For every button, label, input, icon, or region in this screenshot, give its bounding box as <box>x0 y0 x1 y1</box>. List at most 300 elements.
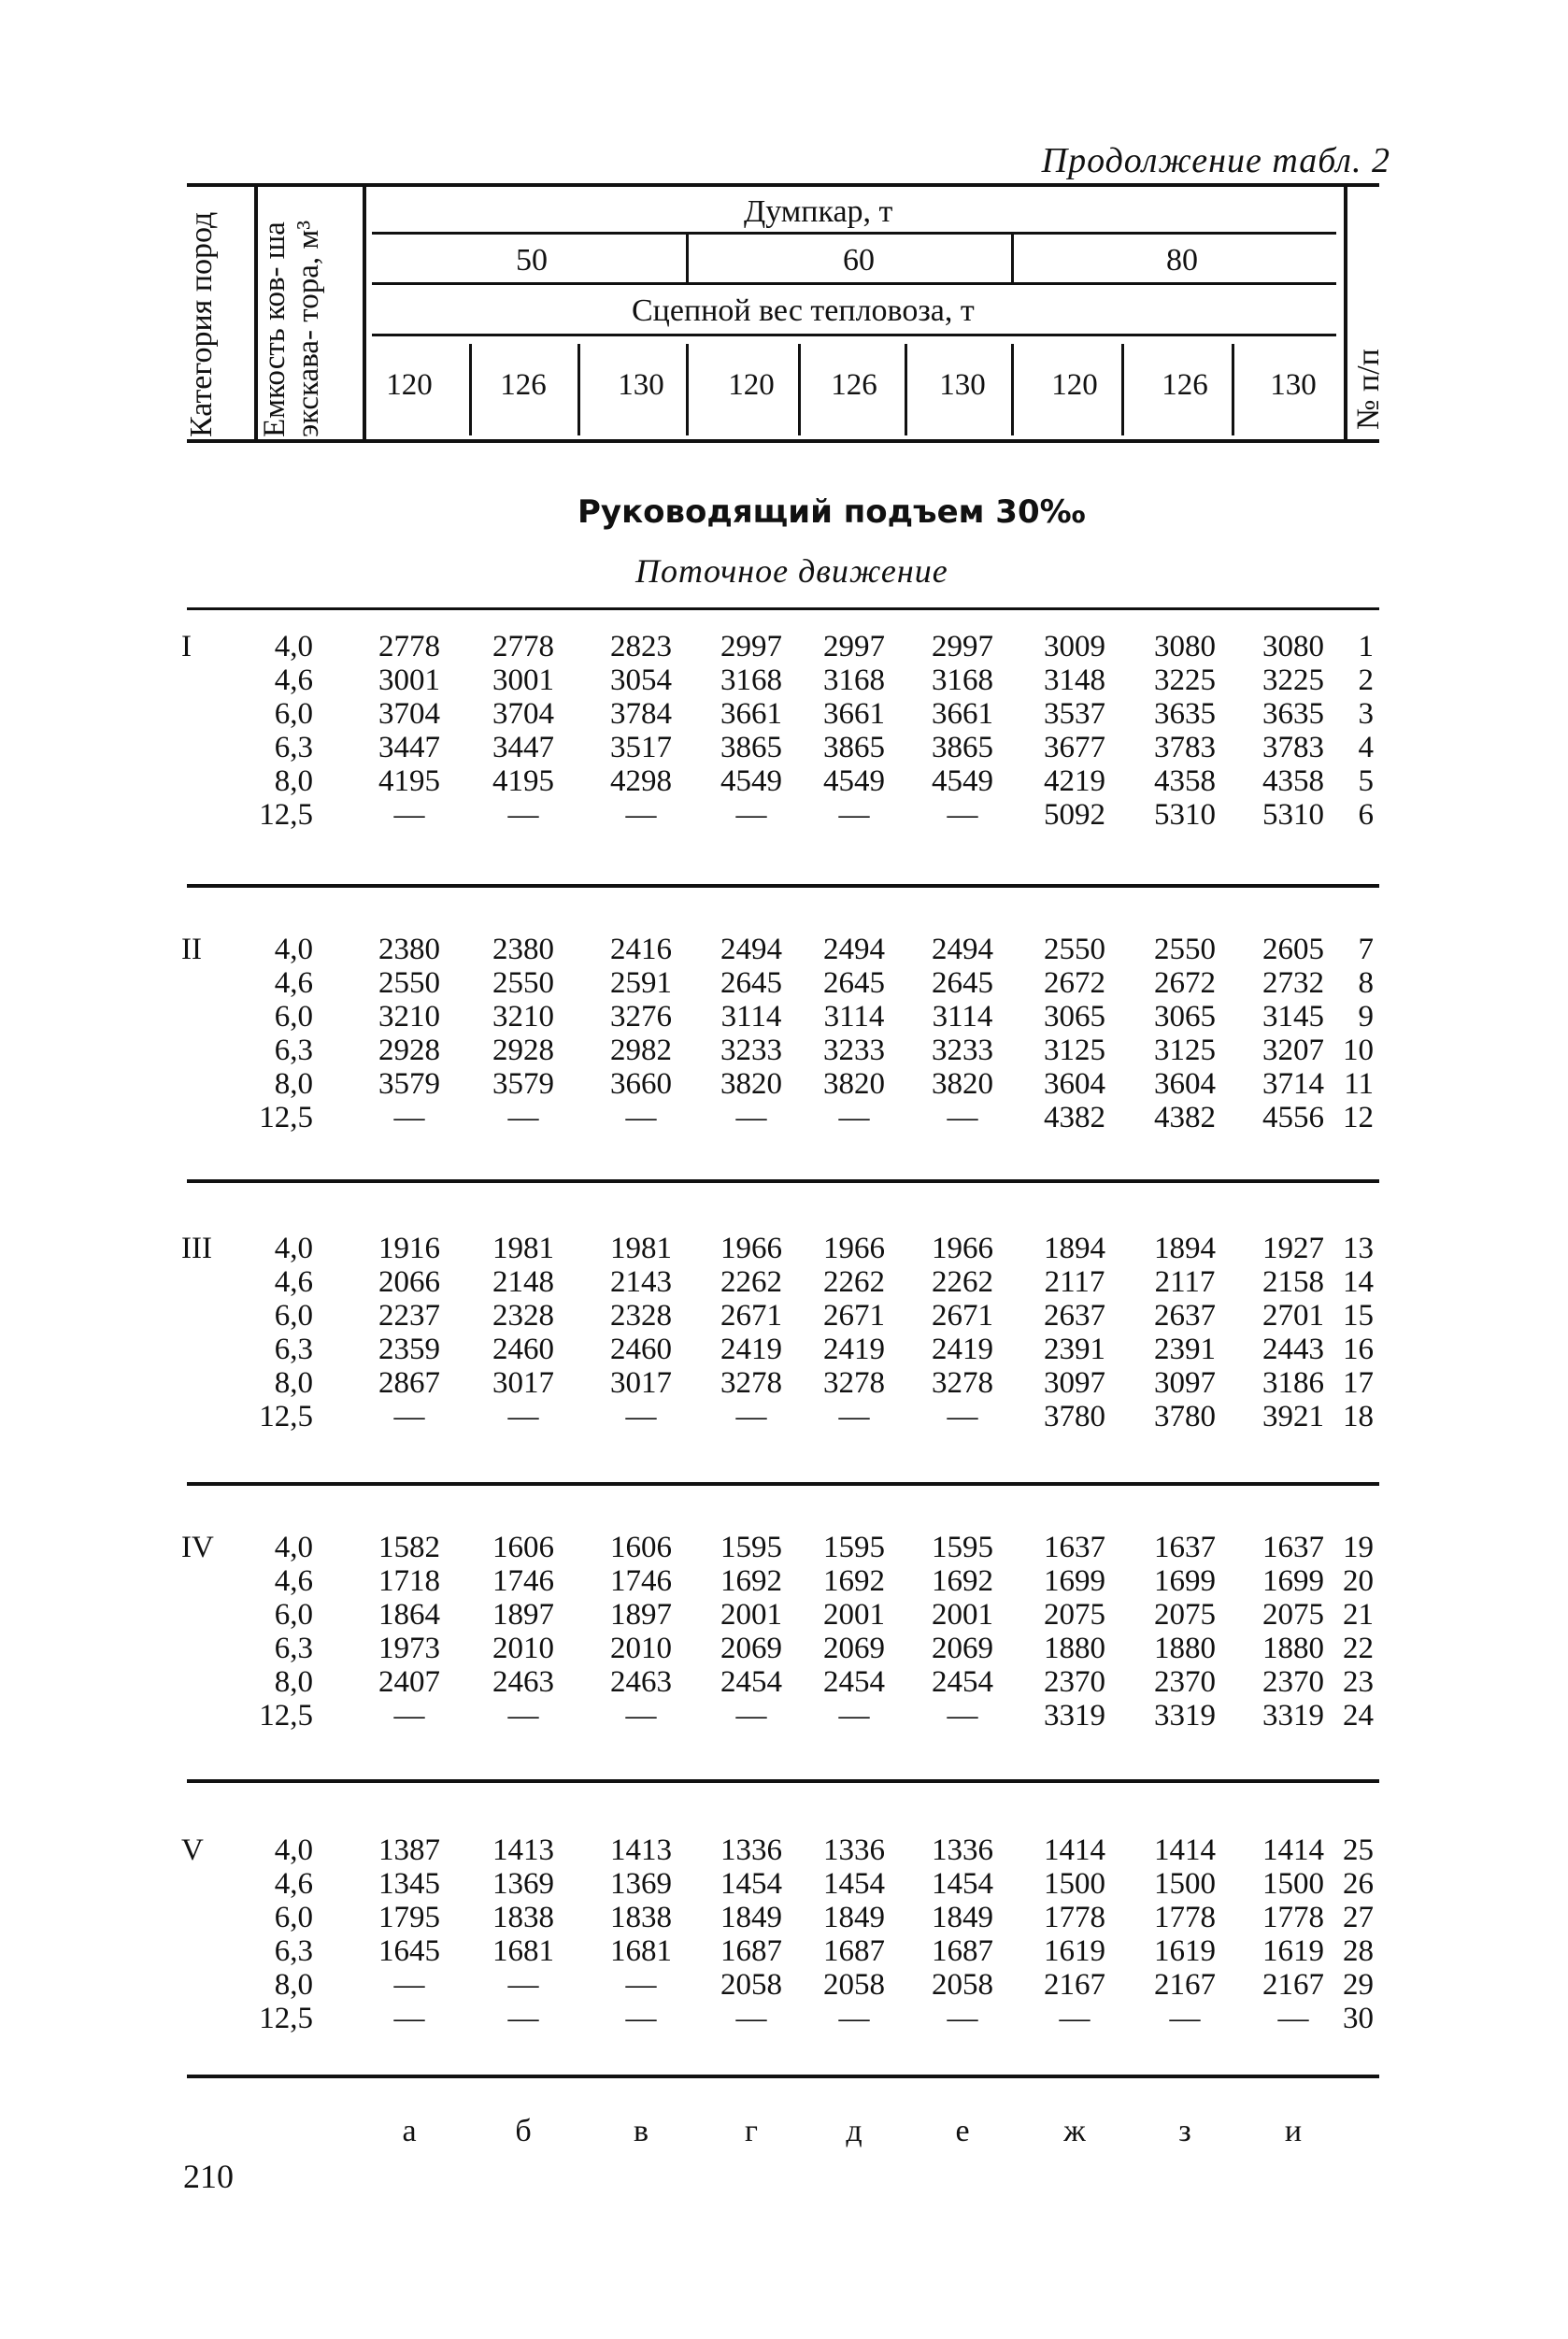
value-cell: 3784 <box>610 697 672 731</box>
value-cell: 1894 <box>1154 1232 1216 1265</box>
value-cell: 2867 <box>378 1366 440 1400</box>
row-number-cell: 16 <box>1343 1333 1374 1366</box>
value-cell: 3704 <box>378 697 440 731</box>
value-cell: — <box>1277 2002 1309 2035</box>
value-cell: 1778 <box>1044 1901 1105 1934</box>
capacity-cell: 12,5 <box>259 1400 313 1433</box>
value-cell: 1414 <box>1262 1833 1324 1867</box>
value-cell: 2370 <box>1262 1665 1324 1699</box>
value-cell: 1778 <box>1262 1901 1324 1934</box>
value-cell: 2671 <box>823 1299 885 1333</box>
row-number-cell: 4 <box>1358 731 1374 764</box>
value-cell: 2075 <box>1154 1598 1216 1632</box>
value-cell: 1849 <box>720 1901 782 1934</box>
value-cell: 3017 <box>610 1366 672 1400</box>
value-cell: 1595 <box>720 1531 782 1564</box>
row-number-cell: 2 <box>1358 663 1374 697</box>
value-cell: 4556 <box>1262 1101 1324 1134</box>
value-cell: 1414 <box>1154 1833 1216 1867</box>
value-cell: 2928 <box>378 1034 440 1067</box>
value-cell: 2380 <box>492 933 554 966</box>
value-cell: 1687 <box>932 1934 993 1968</box>
value-cell: 3225 <box>1262 663 1324 697</box>
value-cell: 2645 <box>823 966 885 1000</box>
value-cell: 3865 <box>720 731 782 764</box>
value-cell: 1595 <box>932 1531 993 1564</box>
value-cell: 2637 <box>1154 1299 1216 1333</box>
group-divider-1 <box>686 234 689 284</box>
value-cell: 1880 <box>1154 1632 1216 1665</box>
value-cell: — <box>625 1400 657 1433</box>
value-cell: — <box>393 798 425 832</box>
capacity-cell: 6,0 <box>274 1598 313 1632</box>
value-cell: — <box>625 798 657 832</box>
value-cell: 3635 <box>1154 697 1216 731</box>
value-cell: — <box>507 1968 539 2002</box>
value-cell: 3017 <box>492 1366 554 1400</box>
value-cell: — <box>507 1699 539 1733</box>
value-cell: 4549 <box>932 764 993 798</box>
row-number-cell: 14 <box>1343 1265 1374 1299</box>
row-number-cell: 10 <box>1343 1034 1374 1067</box>
value-cell: 1500 <box>1262 1867 1324 1901</box>
value-cell: 2237 <box>378 1299 440 1333</box>
value-cell: 1916 <box>378 1232 440 1265</box>
row-number-cell: 29 <box>1343 1968 1374 2002</box>
value-cell: 1699 <box>1044 1564 1105 1598</box>
value-cell: 1336 <box>932 1833 993 1867</box>
capacity-cell: 8,0 <box>274 1067 313 1101</box>
value-cell: 4549 <box>823 764 885 798</box>
value-cell: 1413 <box>610 1833 672 1867</box>
value-cell: 2419 <box>932 1333 993 1366</box>
value-cell: 5310 <box>1262 798 1324 832</box>
dumpcar-group-60: 60 <box>843 243 875 278</box>
value-cell: 2454 <box>932 1665 993 1699</box>
value-cell: 3677 <box>1044 731 1105 764</box>
loco-weight-4: 126 <box>831 368 877 402</box>
value-cell: 2069 <box>720 1632 782 1665</box>
row-number-cell: 22 <box>1343 1632 1374 1665</box>
value-cell: 3168 <box>932 663 993 697</box>
value-cell: 1838 <box>610 1901 672 1934</box>
value-cell: 1699 <box>1154 1564 1216 1598</box>
row-number-cell: 9 <box>1358 1000 1374 1034</box>
header-category: Категория пород <box>184 211 219 437</box>
groups-rule <box>372 282 1336 285</box>
table-caption: Продолжение табл. 2 <box>1041 141 1390 180</box>
value-cell: 3233 <box>823 1034 885 1067</box>
value-cell: 2001 <box>823 1598 885 1632</box>
value-cell: 2167 <box>1154 1968 1216 2002</box>
row-number-cell: 19 <box>1343 1531 1374 1564</box>
value-cell: 2460 <box>610 1333 672 1366</box>
value-cell: 3820 <box>720 1067 782 1101</box>
value-cell: — <box>947 2002 978 2035</box>
value-cell: 1619 <box>1154 1934 1216 1968</box>
value-cell: 2671 <box>720 1299 782 1333</box>
value-cell: 2732 <box>1262 966 1324 1000</box>
value-cell: 3168 <box>720 663 782 697</box>
category-label: IV <box>181 1531 214 1564</box>
value-cell: 2262 <box>720 1265 782 1299</box>
value-cell: — <box>735 2002 767 2035</box>
dumpcar-rule <box>372 232 1336 235</box>
capacity-cell: 6,3 <box>274 731 313 764</box>
capacity-cell: 12,5 <box>259 1101 313 1134</box>
capacity-cell: 4,0 <box>274 1531 313 1564</box>
dumpcar-group-50: 50 <box>516 243 548 278</box>
value-cell: 3210 <box>492 1000 554 1034</box>
row-number-cell: 30 <box>1343 2002 1374 2035</box>
value-cell: 2058 <box>932 1968 993 2002</box>
value-cell: — <box>507 1400 539 1433</box>
value-cell: 1645 <box>378 1934 440 1968</box>
value-cell: — <box>625 1699 657 1733</box>
capacity-cell: 6,3 <box>274 1034 313 1067</box>
row-number-cell: 8 <box>1358 966 1374 1000</box>
capacity-cell: 4,6 <box>274 1265 313 1299</box>
capacity-cell: 4,0 <box>274 630 313 663</box>
capacity-cell: 4,6 <box>274 663 313 697</box>
header-bottom-rule <box>187 439 1379 443</box>
value-cell: 3704 <box>492 697 554 731</box>
value-cell: 2494 <box>720 933 782 966</box>
value-cell: 1692 <box>720 1564 782 1598</box>
value-cell: 2701 <box>1262 1299 1324 1333</box>
value-cell: 1927 <box>1262 1232 1324 1265</box>
value-cell: 3579 <box>492 1067 554 1101</box>
value-cell: 2328 <box>492 1299 554 1333</box>
column-letter: б <box>515 2114 532 2148</box>
value-cell: 2391 <box>1154 1333 1216 1366</box>
value-cell: 2645 <box>932 966 993 1000</box>
capacity-cell: 6,0 <box>274 1000 313 1034</box>
value-cell: — <box>947 1699 978 1733</box>
value-cell: 1414 <box>1044 1833 1105 1867</box>
row-number-cell: 13 <box>1343 1232 1374 1265</box>
column-letter: е <box>955 2114 970 2148</box>
section-rule <box>187 884 1379 888</box>
category-label: V <box>181 1833 204 1867</box>
value-cell: 1692 <box>932 1564 993 1598</box>
value-cell: 2997 <box>720 630 782 663</box>
value-cell: 1981 <box>610 1232 672 1265</box>
value-cell: 1795 <box>378 1901 440 1934</box>
value-cell: — <box>838 1400 870 1433</box>
value-cell: 1838 <box>492 1901 554 1934</box>
value-cell: 1894 <box>1044 1232 1105 1265</box>
value-cell: 2928 <box>492 1034 554 1067</box>
section-rule <box>187 1482 1379 1486</box>
value-cell: 2778 <box>492 630 554 663</box>
value-cell: 3447 <box>492 731 554 764</box>
value-cell: 3125 <box>1044 1034 1105 1067</box>
value-cell: — <box>735 1400 767 1433</box>
value-cell: 1687 <box>720 1934 782 1968</box>
value-cell: — <box>507 2002 539 2035</box>
row-number-cell: 20 <box>1343 1564 1374 1598</box>
row-number-cell: 21 <box>1343 1598 1374 1632</box>
value-cell: 2069 <box>823 1632 885 1665</box>
header-capacity: Емкость ков- ша экскава- тора, м³ <box>258 220 325 437</box>
value-cell: 2010 <box>492 1632 554 1665</box>
value-cell: 1637 <box>1044 1531 1105 1564</box>
value-cell: 1681 <box>610 1934 672 1968</box>
value-cell: 3233 <box>720 1034 782 1067</box>
row-number-cell: 3 <box>1358 697 1374 731</box>
value-cell: 2671 <box>932 1299 993 1333</box>
value-cell: 2982 <box>610 1034 672 1067</box>
value-cell: 1849 <box>823 1901 885 1934</box>
value-cell: 1746 <box>492 1564 554 1598</box>
value-cell: 2058 <box>823 1968 885 2002</box>
value-cell: 4298 <box>610 764 672 798</box>
value-cell: 1981 <box>492 1232 554 1265</box>
value-cell: — <box>393 1400 425 1433</box>
value-cell: 2494 <box>932 933 993 966</box>
value-cell: — <box>393 2002 425 2035</box>
value-cell: 3780 <box>1044 1400 1105 1433</box>
value-cell: — <box>838 798 870 832</box>
value-cell: — <box>393 1101 425 1134</box>
value-cell: 1687 <box>823 1934 885 1968</box>
value-cell: 2550 <box>492 966 554 1000</box>
value-cell: 1849 <box>932 1901 993 1934</box>
value-cell: 3186 <box>1262 1366 1324 1400</box>
value-cell: 1718 <box>378 1564 440 1598</box>
value-cell: 3780 <box>1154 1400 1216 1433</box>
row-number-cell: 7 <box>1358 933 1374 966</box>
value-cell: 3097 <box>1044 1366 1105 1400</box>
loco-weight-7: 126 <box>1162 368 1208 402</box>
value-cell: 1606 <box>610 1531 672 1564</box>
column-letter: а <box>402 2114 417 2148</box>
value-cell: 1692 <box>823 1564 885 1598</box>
value-cell: 3604 <box>1154 1067 1216 1101</box>
column-letter: в <box>633 2114 649 2148</box>
value-cell: 2460 <box>492 1333 554 1366</box>
value-cell: 2997 <box>932 630 993 663</box>
row-number-cell: 26 <box>1343 1867 1374 1901</box>
value-cell: 2494 <box>823 933 885 966</box>
value-cell: 1966 <box>720 1232 782 1265</box>
capacity-cell: 6,0 <box>274 1901 313 1934</box>
value-cell: 2443 <box>1262 1333 1324 1366</box>
value-cell: — <box>625 1101 657 1134</box>
value-cell: 1413 <box>492 1833 554 1867</box>
capacity-cell: 6,0 <box>274 1299 313 1333</box>
value-cell: 2167 <box>1262 1968 1324 2002</box>
capacity-cell: 4,6 <box>274 966 313 1000</box>
value-cell: 1500 <box>1154 1867 1216 1901</box>
capacity-cell: 4,6 <box>274 1867 313 1901</box>
section-subtitle: Поточное движение <box>635 552 948 590</box>
value-cell: 1369 <box>610 1867 672 1901</box>
value-cell: 3579 <box>378 1067 440 1101</box>
value-cell: 4549 <box>720 764 782 798</box>
value-cell: 4358 <box>1262 764 1324 798</box>
value-cell: 3604 <box>1044 1067 1105 1101</box>
section-rule <box>187 607 1379 610</box>
row-number-cell: 11 <box>1344 1067 1374 1101</box>
value-cell: 4219 <box>1044 764 1105 798</box>
value-cell: 2262 <box>823 1265 885 1299</box>
value-cell: 3065 <box>1044 1000 1105 1034</box>
value-cell: 2407 <box>378 1665 440 1699</box>
section-rule <box>187 1779 1379 1783</box>
value-cell: — <box>947 798 978 832</box>
category-label: I <box>181 630 192 663</box>
value-cell: — <box>507 1101 539 1134</box>
value-cell: 3820 <box>932 1067 993 1101</box>
loco-weight-5: 130 <box>939 368 986 402</box>
capacity-cell: 4,0 <box>274 1232 313 1265</box>
value-cell: 3447 <box>378 731 440 764</box>
value-cell: 3660 <box>610 1067 672 1101</box>
capacity-cell: 12,5 <box>259 798 313 832</box>
value-cell: 3319 <box>1154 1699 1216 1733</box>
value-cell: 1778 <box>1154 1901 1216 1934</box>
value-cell: 1637 <box>1154 1531 1216 1564</box>
capacity-cell: 12,5 <box>259 1699 313 1733</box>
value-cell: 1966 <box>932 1232 993 1265</box>
value-cell: 2645 <box>720 966 782 1000</box>
value-cell: — <box>507 798 539 832</box>
value-cell: 3865 <box>932 731 993 764</box>
value-cell: 2605 <box>1262 933 1324 966</box>
value-cell: 1966 <box>823 1232 885 1265</box>
value-cell: 3714 <box>1262 1067 1324 1101</box>
value-cell: 2550 <box>1154 933 1216 966</box>
value-cell: — <box>1059 2002 1090 2035</box>
value-cell: 2148 <box>492 1265 554 1299</box>
value-cell: 5310 <box>1154 798 1216 832</box>
value-cell: 4195 <box>492 764 554 798</box>
value-cell: 1595 <box>823 1531 885 1564</box>
value-cell: 2550 <box>1044 933 1105 966</box>
value-cell: 3080 <box>1262 630 1324 663</box>
value-cell: — <box>625 2002 657 2035</box>
value-cell: 2672 <box>1044 966 1105 1000</box>
value-cell: 2550 <box>378 966 440 1000</box>
row-number-cell: 1 <box>1358 630 1374 663</box>
value-cell: 2454 <box>720 1665 782 1699</box>
capacity-cell: 8,0 <box>274 1968 313 2002</box>
value-cell: 2167 <box>1044 1968 1105 2002</box>
value-cell: 3225 <box>1154 663 1216 697</box>
value-cell: 1336 <box>720 1833 782 1867</box>
value-cell: — <box>735 1101 767 1134</box>
column-letter: з <box>1178 2114 1191 2148</box>
value-cell: 2001 <box>932 1598 993 1632</box>
value-cell: 1699 <box>1262 1564 1324 1598</box>
value-cell: 3319 <box>1262 1699 1324 1733</box>
value-cell: — <box>947 1101 978 1134</box>
capacity-cell: 4,0 <box>274 933 313 966</box>
dumpcar-label: Думпкар, т <box>744 194 893 229</box>
value-cell: 2463 <box>492 1665 554 1699</box>
capacity-cell: 6,3 <box>274 1632 313 1665</box>
value-cell: 2823 <box>610 630 672 663</box>
loco-weight-2: 130 <box>618 368 664 402</box>
value-cell: 2591 <box>610 966 672 1000</box>
value-cell: 2380 <box>378 933 440 966</box>
value-cell: 1864 <box>378 1598 440 1632</box>
loco-weight-1: 126 <box>500 368 547 402</box>
row-number-cell: 15 <box>1343 1299 1374 1333</box>
loco-weight-8: 130 <box>1270 368 1317 402</box>
value-cell: 2637 <box>1044 1299 1105 1333</box>
section-rule <box>187 1179 1379 1183</box>
value-cell: — <box>838 1101 870 1134</box>
loco-rule <box>372 334 1336 336</box>
value-cell: 5092 <box>1044 798 1105 832</box>
loco-weight-6: 120 <box>1051 368 1098 402</box>
value-cell: 2997 <box>823 630 885 663</box>
value-cell: 3210 <box>378 1000 440 1034</box>
value-cell: 1746 <box>610 1564 672 1598</box>
value-cell: 2419 <box>720 1333 782 1366</box>
value-cell: 1387 <box>378 1833 440 1867</box>
value-cell: 4382 <box>1154 1101 1216 1134</box>
value-cell: 2143 <box>610 1265 672 1299</box>
value-cell: 2262 <box>932 1265 993 1299</box>
value-cell: 3009 <box>1044 630 1105 663</box>
value-cell: 3783 <box>1262 731 1324 764</box>
value-cell: 1345 <box>378 1867 440 1901</box>
row-number-cell: 27 <box>1343 1901 1374 1934</box>
value-cell: 3783 <box>1154 731 1216 764</box>
dumpcar-group-80: 80 <box>1166 243 1198 278</box>
value-cell: 3001 <box>378 663 440 697</box>
loco-weight-0: 120 <box>386 368 433 402</box>
value-cell: 3865 <box>823 731 885 764</box>
value-cell: 1880 <box>1262 1632 1324 1665</box>
value-cell: 3080 <box>1154 630 1216 663</box>
value-cell: 2463 <box>610 1665 672 1699</box>
value-cell: 2158 <box>1262 1265 1324 1299</box>
value-cell: 2117 <box>1044 1265 1105 1299</box>
value-cell: 2058 <box>720 1968 782 2002</box>
value-cell: 3097 <box>1154 1366 1216 1400</box>
value-cell: 1619 <box>1044 1934 1105 1968</box>
value-cell: 2391 <box>1044 1333 1105 1366</box>
value-cell: 1619 <box>1262 1934 1324 1968</box>
section-rule <box>187 2075 1379 2078</box>
value-cell: — <box>1169 2002 1201 2035</box>
value-cell: 3065 <box>1154 1000 1216 1034</box>
loco-weight-3: 120 <box>728 368 775 402</box>
row-number-cell: 18 <box>1343 1400 1374 1433</box>
value-cell: 1897 <box>492 1598 554 1632</box>
capacity-cell: 8,0 <box>274 764 313 798</box>
value-cell: 3148 <box>1044 663 1105 697</box>
value-cell: 3207 <box>1262 1034 1324 1067</box>
value-cell: 3319 <box>1044 1699 1105 1733</box>
section-title: Руководящий подъем 30‰ <box>577 493 1086 531</box>
value-cell: — <box>735 798 767 832</box>
value-cell: 3635 <box>1262 697 1324 731</box>
column-letter: ж <box>1063 2114 1086 2148</box>
value-cell: — <box>838 2002 870 2035</box>
category-label: III <box>181 1232 212 1265</box>
value-cell: 1500 <box>1044 1867 1105 1901</box>
value-cell: 4382 <box>1044 1101 1105 1134</box>
capacity-cell: 8,0 <box>274 1366 313 1400</box>
value-cell: 2066 <box>378 1265 440 1299</box>
value-cell: 1606 <box>492 1531 554 1564</box>
